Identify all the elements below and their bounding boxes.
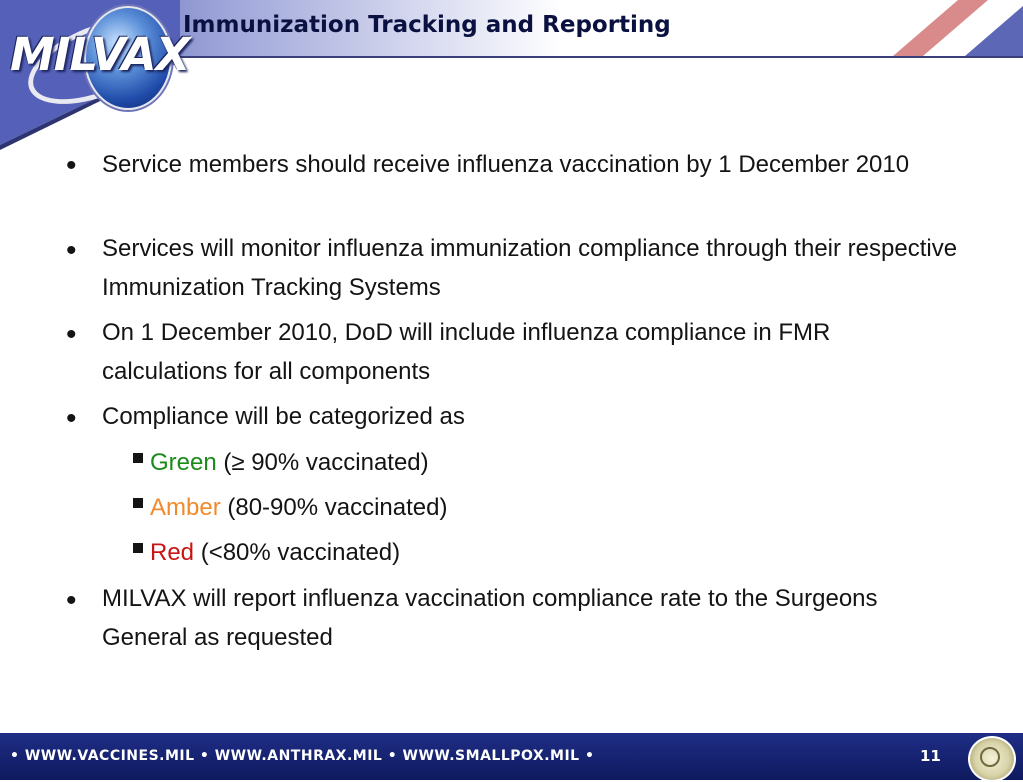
bullet-item: MILVAX will report influenza vaccination compliance rate to the Surgeons General as requested bbox=[102, 585, 878, 651]
square-bullet-icon bbox=[133, 453, 143, 463]
bullet-marker: • bbox=[66, 318, 77, 351]
bullet-item: Compliance will be categorized as bbox=[102, 403, 465, 430]
category-item-red bbox=[133, 533, 833, 572]
slide-footer bbox=[0, 733, 1023, 780]
bullet-marker: • bbox=[66, 234, 77, 267]
category-range-amber: (80-90% vaccinated) bbox=[227, 494, 448, 521]
category-range-red: (<80% vaccinated) bbox=[200, 539, 401, 566]
bullet-marker: • bbox=[66, 149, 77, 182]
category-label-amber: Amber bbox=[150, 494, 221, 521]
category-item-amber bbox=[133, 488, 833, 527]
category-label-red: Red bbox=[150, 539, 195, 566]
category-item-green bbox=[133, 443, 833, 482]
milvax-logo: MILVAX bbox=[10, 28, 190, 81]
bullet-item: On 1 December 2010, DoD will include influenza compliance in FMR calculations for all components bbox=[102, 319, 831, 385]
seal-center bbox=[980, 747, 1000, 767]
square-bullet-icon bbox=[133, 498, 143, 508]
category-range-green: (≥ 90% vaccinated) bbox=[223, 449, 429, 476]
category-label-green: Green bbox=[150, 449, 217, 476]
page-number: 11 bbox=[920, 747, 941, 765]
bullet-marker: • bbox=[66, 402, 77, 435]
bullet-marker: • bbox=[66, 584, 77, 617]
bullet-item: Service members should receive influenza vaccination by 1 December 2010 bbox=[102, 151, 910, 178]
square-bullet-icon bbox=[133, 543, 143, 553]
bullet-item: Services will monitor influenza immunization compliance through their respective Immunization Tracking Systems bbox=[102, 235, 958, 301]
page-title: Immunization Tracking and Reporting bbox=[183, 12, 671, 38]
seal-icon bbox=[968, 736, 1016, 782]
footer-links: • WWW.VACCINES.MIL • WWW.ANTHRAX.MIL • WWW.SMALLPOX.MIL • bbox=[10, 748, 595, 764]
